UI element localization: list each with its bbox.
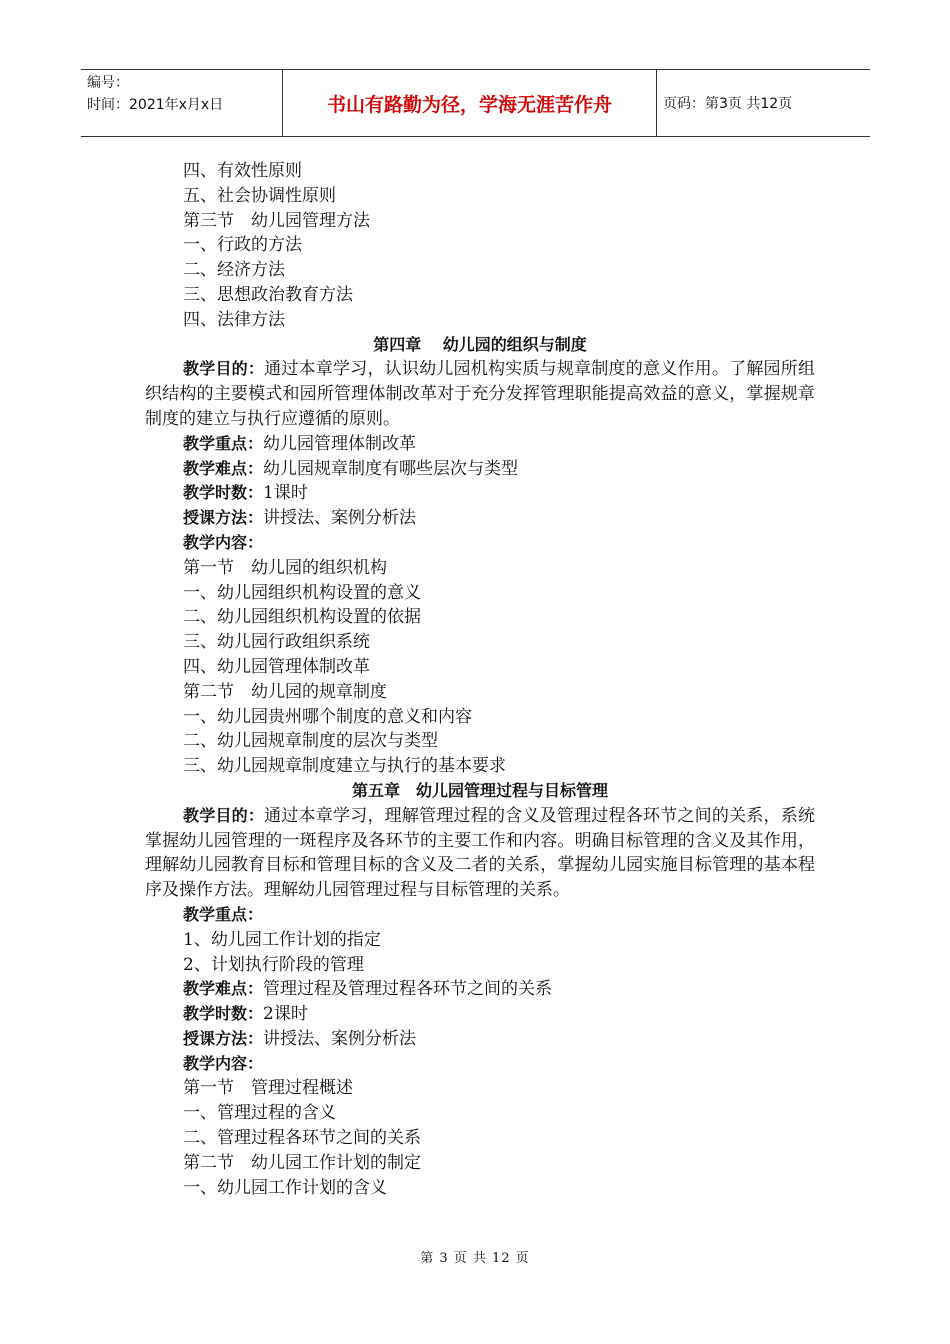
- key-label: 教学重点：: [183, 904, 264, 924]
- section-line: 二、幼儿园组织机构设置的依据: [183, 607, 421, 628]
- chapter4-goal: [145, 357, 815, 431]
- section-line: 五、社会协调性原则: [183, 185, 336, 206]
- key-label: 教学重点：: [183, 433, 264, 453]
- page-footer: 第 3 页 共 12 页: [420, 1251, 530, 1266]
- goal-label: 教学目的：: [183, 359, 265, 379]
- number-label: 编号：: [87, 75, 129, 91]
- section-line: 二、管理过程各环节之间的关系: [183, 1128, 421, 1149]
- section-line: 一、幼儿园组织机构设置的意义: [183, 582, 421, 603]
- section-line: 第二节 幼儿园的规章制度: [183, 681, 387, 702]
- section-line: 四、幼儿园管理体制改革: [183, 656, 370, 677]
- section-line: 二、幼儿园规章制度的层次与类型: [183, 731, 438, 752]
- key-item: 2、计划执行阶段的管理: [183, 954, 364, 975]
- header-meta: [81, 70, 283, 136]
- chapter4-title: 第四章 幼儿园的组织与制度: [373, 334, 587, 354]
- hours-text: 2课时: [263, 1004, 308, 1025]
- section-line: 四、法律方法: [183, 309, 285, 330]
- chapter5-hours: [145, 1002, 815, 1027]
- chapter5-key: [145, 903, 815, 928]
- section-line: 第二节 幼儿园工作计划的制定: [183, 1152, 421, 1173]
- content-label: 教学内容：: [183, 532, 264, 552]
- chapter4-hours: [145, 481, 815, 506]
- chapter5-goal: [145, 804, 815, 903]
- chapter4-content: [145, 531, 815, 556]
- chapter5-method: [145, 1027, 815, 1052]
- chapter5-title: 第五章 幼儿园管理过程与目标管理: [351, 780, 608, 800]
- goal-text: 通过本章学习，理解管理过程的含义及管理过程各环节之间的关系，系统掌握幼儿园管理的一斑程序及各环节的主要工作和内容。明确目标管理的含义及其作用，理解幼儿园教育目标和管理目标的含义及二者的关系，掌握幼儿园实施目标管理的基本程序及操作方法。理解幼儿园管理过程与目标管理的关系。: [145, 805, 815, 901]
- page-header: [81, 69, 870, 137]
- content-label: 教学内容：: [183, 1053, 264, 1073]
- section-line: 一、幼儿园贵州哪个制度的意义和内容: [183, 706, 472, 727]
- chapter4-difficulty: [145, 457, 815, 482]
- date-label: 时间：2021年x月x日: [87, 97, 224, 113]
- section-line: 一、行政的方法: [183, 235, 302, 256]
- header-page-info: 页码：第3页 共12页: [663, 96, 793, 112]
- difficulty-text: 幼儿园规章制度有哪些层次与类型: [263, 458, 519, 479]
- document-body: [145, 159, 815, 1200]
- difficulty-text: 管理过程及管理过程各环节之间的关系: [263, 979, 553, 1000]
- header-motto: 书山有路勤为径，学海无涯苦作舟: [283, 70, 657, 136]
- section-line: 三、幼儿园规章制度建立与执行的基本要求: [183, 756, 506, 777]
- method-label: 授课方法：: [183, 508, 264, 528]
- method-label: 授课方法：: [183, 1028, 264, 1048]
- difficulty-label: 教学难点：: [183, 979, 264, 999]
- hours-text: 1课时: [263, 483, 308, 504]
- section-line: 三、幼儿园行政组织系统: [183, 632, 370, 653]
- chapter5-content: [145, 1052, 815, 1077]
- section-line: 一、管理过程的含义: [183, 1103, 336, 1124]
- key-text: 幼儿园管理体制改革: [263, 433, 417, 454]
- section-line: 一、幼儿园工作计划的含义: [183, 1177, 387, 1198]
- section-line: 第一节 管理过程概述: [183, 1078, 353, 1099]
- section-line: 四、有效性原则: [183, 161, 302, 181]
- method-text: 讲授法、案例分析法: [263, 1028, 417, 1049]
- difficulty-label: 教学难点：: [183, 458, 264, 478]
- section-line: 第三节 幼儿园管理方法: [183, 210, 370, 231]
- chapter4-key: [145, 432, 815, 457]
- method-text: 讲授法、案例分析法: [263, 508, 417, 529]
- goal-text: 通过本章学习，认识幼儿园机构实质与规章制度的意义作用。了解园所组织结构的主要模式和园所管理体制改革对于充分发挥管理职能提高效益的意义，掌握规章制度的建立与执行应遵循的原则。: [145, 359, 815, 429]
- chapter5-difficulty: [145, 977, 815, 1002]
- section-line: 二、经济方法: [183, 260, 285, 281]
- hours-label: 教学时数：: [183, 483, 264, 503]
- key-item: 1、幼儿园工作计划的指定: [183, 929, 381, 950]
- section-line: 三、思想政治教育方法: [183, 284, 353, 305]
- chapter4-method: [145, 506, 815, 531]
- hours-label: 教学时数：: [183, 1004, 264, 1024]
- section-line: 第一节 幼儿园的组织机构: [183, 557, 387, 578]
- goal-label: 教学目的：: [183, 805, 265, 825]
